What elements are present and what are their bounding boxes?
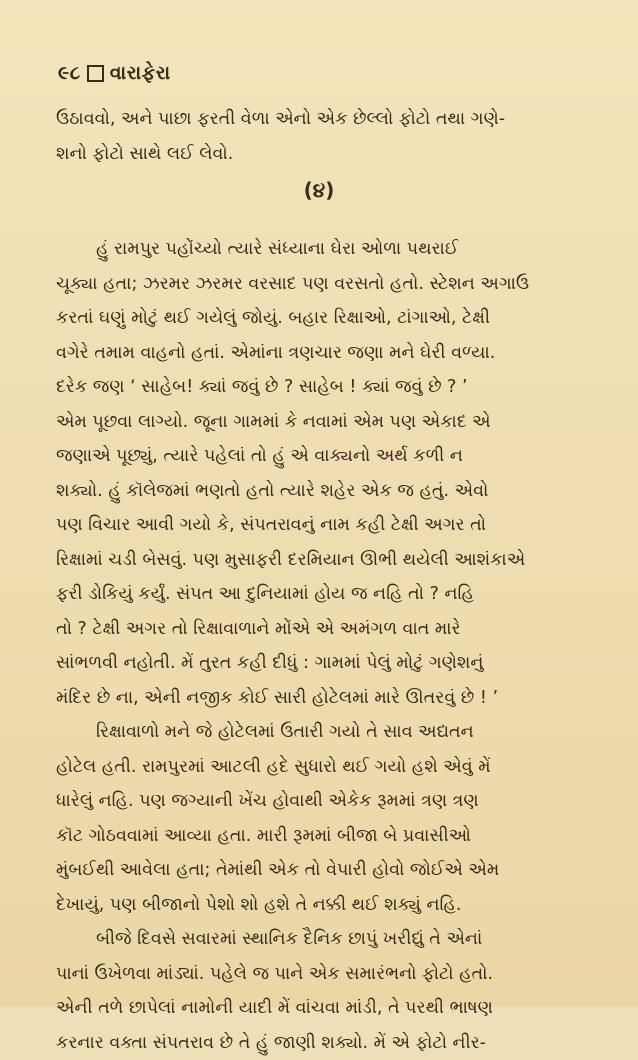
text-line: ફરી ડોકિયું કર્યું. સંપત આ દુનિયામાં હોય જ નહિ તો ? નહિ — [56, 577, 606, 612]
text-line: રિક્ષામાં ચડી બેસવું. પણ મુસાફરી દરમિયાન ઊભી થયેલી આશંકાએ — [56, 543, 606, 578]
text-line: કરતાં ઘણું મોટું થઈ ગયેલું જોયું. બહાર રિક્ષાઓ, ટાંગાઓ, ટેક્ષી — [56, 301, 606, 336]
text-line: હું રામપુર પહોંચ્યો ત્યારે સંધ્યાના ઘેરા ઓળા પથરાઈ — [56, 232, 606, 267]
text-line: એમ પૂછવા લાગ્યો. જૂના ગામમાં કે નવામાં એમ પણ એકાદ એ — [56, 405, 606, 440]
text-line: તો ? ટેક્ષી અગર તો રિક્ષાવાળાને મોંએ એ અમંગળ વાત મારે — [56, 612, 606, 647]
text-line: પણ વિચાર આવી ગયો કે, સંપતરાવનું નામ કહી ટેક્ષી અગર તો — [56, 508, 606, 543]
text-line: ધારેલું નહિ. પણ જગ્યાની ખેંચ હોવાથી એકેક રૂમમાં ત્રણ ત્રણ — [56, 784, 606, 819]
text-line: કૉટ ગોઠવવામાં આવ્યા હતા. મારી રૂમમાં બીજા બે પ્રવાસીઓ — [56, 819, 606, 854]
text-line: બીજે દિવસે સવારમાં સ્થાનિક દૈનિક છાપું ખરીદ્યું તે એનાં — [56, 922, 606, 957]
square-ornament-icon — [87, 65, 104, 82]
text-line: કરનાર વક્તા સંપતરાવ છે તે હું જાણી શક્યો. મેં એ ફોટો નીર- — [56, 1026, 606, 1060]
text-line: મંદિર છે ના, એની નજીક કોઈ સારી હોટેલમાં મારે ઊતરવું છે ! ’ — [56, 681, 606, 716]
page-number: ૯૮ — [58, 62, 81, 84]
page-header — [58, 62, 171, 84]
text-line: સાંભળવી નહોતી. મેં તુરત કહી દીધું : ગામમાં પેલું મોટું ગણેશનું — [56, 646, 606, 681]
text-line: મુંબઈથી આવેલા હતા; તેમાંથી એક તો વેપારી હોવો જોઈએ એમ — [56, 853, 606, 888]
intro-paragraph — [56, 102, 606, 171]
text-line: રિક્ષાવાળો મને જે હોટેલમાં ઉતારી ગયો તે સાવ અદ્યતન — [56, 715, 606, 750]
text-line: ચૂક્યા હતા; ઝરમર ઝરમર વરસાદ પણ વરસતો હતો. સ્ટેશન અગાઉ — [56, 267, 606, 302]
text-line: જણાએ પૂછ્યું, ત્યારે પહેલાં તો હું એ વાક્યનો અર્થ કળી ન — [56, 439, 606, 474]
text-line: હોટેલ હતી. રામપુરમાં આટલી હદે સુધારો થઈ ગયો હશે એવું મેં — [56, 750, 606, 785]
text-line: એની તળે છાપેલાં નામોની યાદી મેં વાંચવા માંડી, તે પરથી ભાષણ — [56, 991, 606, 1026]
text-line: વગેરે તમામ વાહનો હતાં. એમાંના ત્રણચાર જણા મને ઘેરી વળ્યા. — [56, 336, 606, 371]
text-line: પાનાં ઉખેળવા માંડ્યાં. પહેલે જ પાને એક સમારંભનો ફોટો હતો. — [56, 957, 606, 992]
text-line: દેખાયું, પણ બીજાનો પેશો શો હશે તે નક્કી થઈ શક્યું નહિ. — [56, 888, 606, 923]
body-text — [56, 232, 606, 1060]
text-line: શક્યો. હું કૉલેજમાં ભણતો હતો ત્યારે શહેર એક જ હતું. એવો — [56, 474, 606, 509]
text-line: દરેક જણ ‘ સાહેબ! ક્યાં જવું છે ? સાહેબ ! ક્યાં જવું છે ? ’ — [56, 370, 606, 405]
text-line: શનો ફોટો સાથે લઈ લેવો. — [56, 137, 606, 172]
text-line: ઉઠાવવો, અને પાછા ફરતી વેળા એનો એક છેલ્લો ફોટો તથા ગણે- — [56, 102, 606, 137]
section-number: (૪) — [0, 178, 638, 202]
running-title: વારાફેરા — [110, 62, 171, 84]
